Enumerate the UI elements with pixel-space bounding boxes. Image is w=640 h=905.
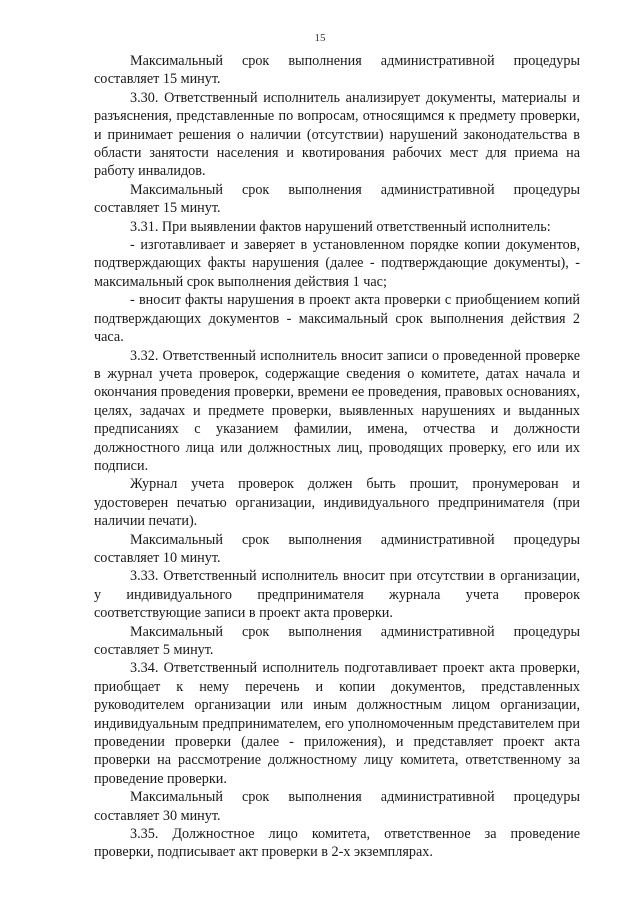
paragraph-3-34: 3.34. Ответственный исполнитель подготавливает проект акта проверки, приобщает к нему перечень и копии документов, представленных руководителем организации или иным должностным лицом организации, индивидуальным предпринимателем, его уполномоченным представителем при проведении проверки (далее - приложения), и представляет проект акта проверки на рассмотрение должностному лицу комитета, ответственному за проведение проверки. — [94, 660, 580, 787]
paragraph-3-35: 3.35. Должностное лицо комитета, ответственное за проведение проверки, подписывает акт проверки в 2-х экземплярах. — [94, 826, 580, 861]
document-body — [94, 52, 580, 862]
paragraph-3-31: 3.31. При выявлении фактов нарушений ответственный исполнитель: — [130, 218, 551, 235]
paragraph-max-time-5: Максимальный срок выполнения административной процедуры составляет 5 минут. — [94, 623, 580, 658]
paragraph-max-time-10: Максимальный срок выполнения административной процедуры составляет 10 минут. — [94, 531, 580, 566]
paragraph-3-31-item-1: - изготавливает и заверяет в установленном порядке копии документов, подтверждающих факты нарушения (далее - подтверждающие документы), - максимальный срок выполнения действия 1 час; — [94, 237, 580, 290]
page-number: 15 — [314, 32, 326, 44]
paragraph-max-time-30: Максимальный срок выполнения административной процедуры составляет 30 минут. — [94, 789, 580, 824]
paragraph-max-time-15-b: Максимальный срок выполнения административной процедуры составляет 15 минут. — [94, 181, 580, 217]
paragraph-3-33: 3.33. Ответственный исполнитель вносит при отсутствии в организации, у индивидуального предпринимателя журнала учета проверок соответствующие записи в проект акта проверки. — [94, 568, 580, 622]
paragraph-3-31-item-2: - вносит факты нарушения в проект акта проверки с приобщением копий подтверждающих документов - максимальный срок выполнения действия 2 часа. — [94, 292, 580, 346]
paragraph-journal: Журнал учета проверок должен быть прошит, пронумерован и удостоверен печатью организации, индивидуального предпринимателя (при наличии печати). — [94, 476, 580, 530]
paragraph-max-time-15-a: Максимальный срок выполнения административной процедуры составляет 15 минут. — [94, 53, 580, 88]
paragraph-3-32: 3.32. Ответственный исполнитель вносит записи о проведенной проверке в журнал учета проверок, содержащие сведения о комитете, датах начала и окончания проведения проверки, времени ее проведения, правовых основаниях, целях, задачах и предмете проверки, выявленных нарушениях и выданных предписаниях с указанием фамилии, имена, отчества и должности должностного лица или должностных лиц, проводящих проверку, его или их подписи. — [94, 347, 580, 474]
paragraph-3-30: 3.30. Ответственный исполнитель анализирует документы, материалы и разъяснения, представленные по вопросам, относящимся к предмету проверки, и принимает решения о наличии (отсутствии) нарушений законодательства в области занятости населения и квотирования рабочих мест для приема на работу инвалидов. — [94, 89, 580, 180]
